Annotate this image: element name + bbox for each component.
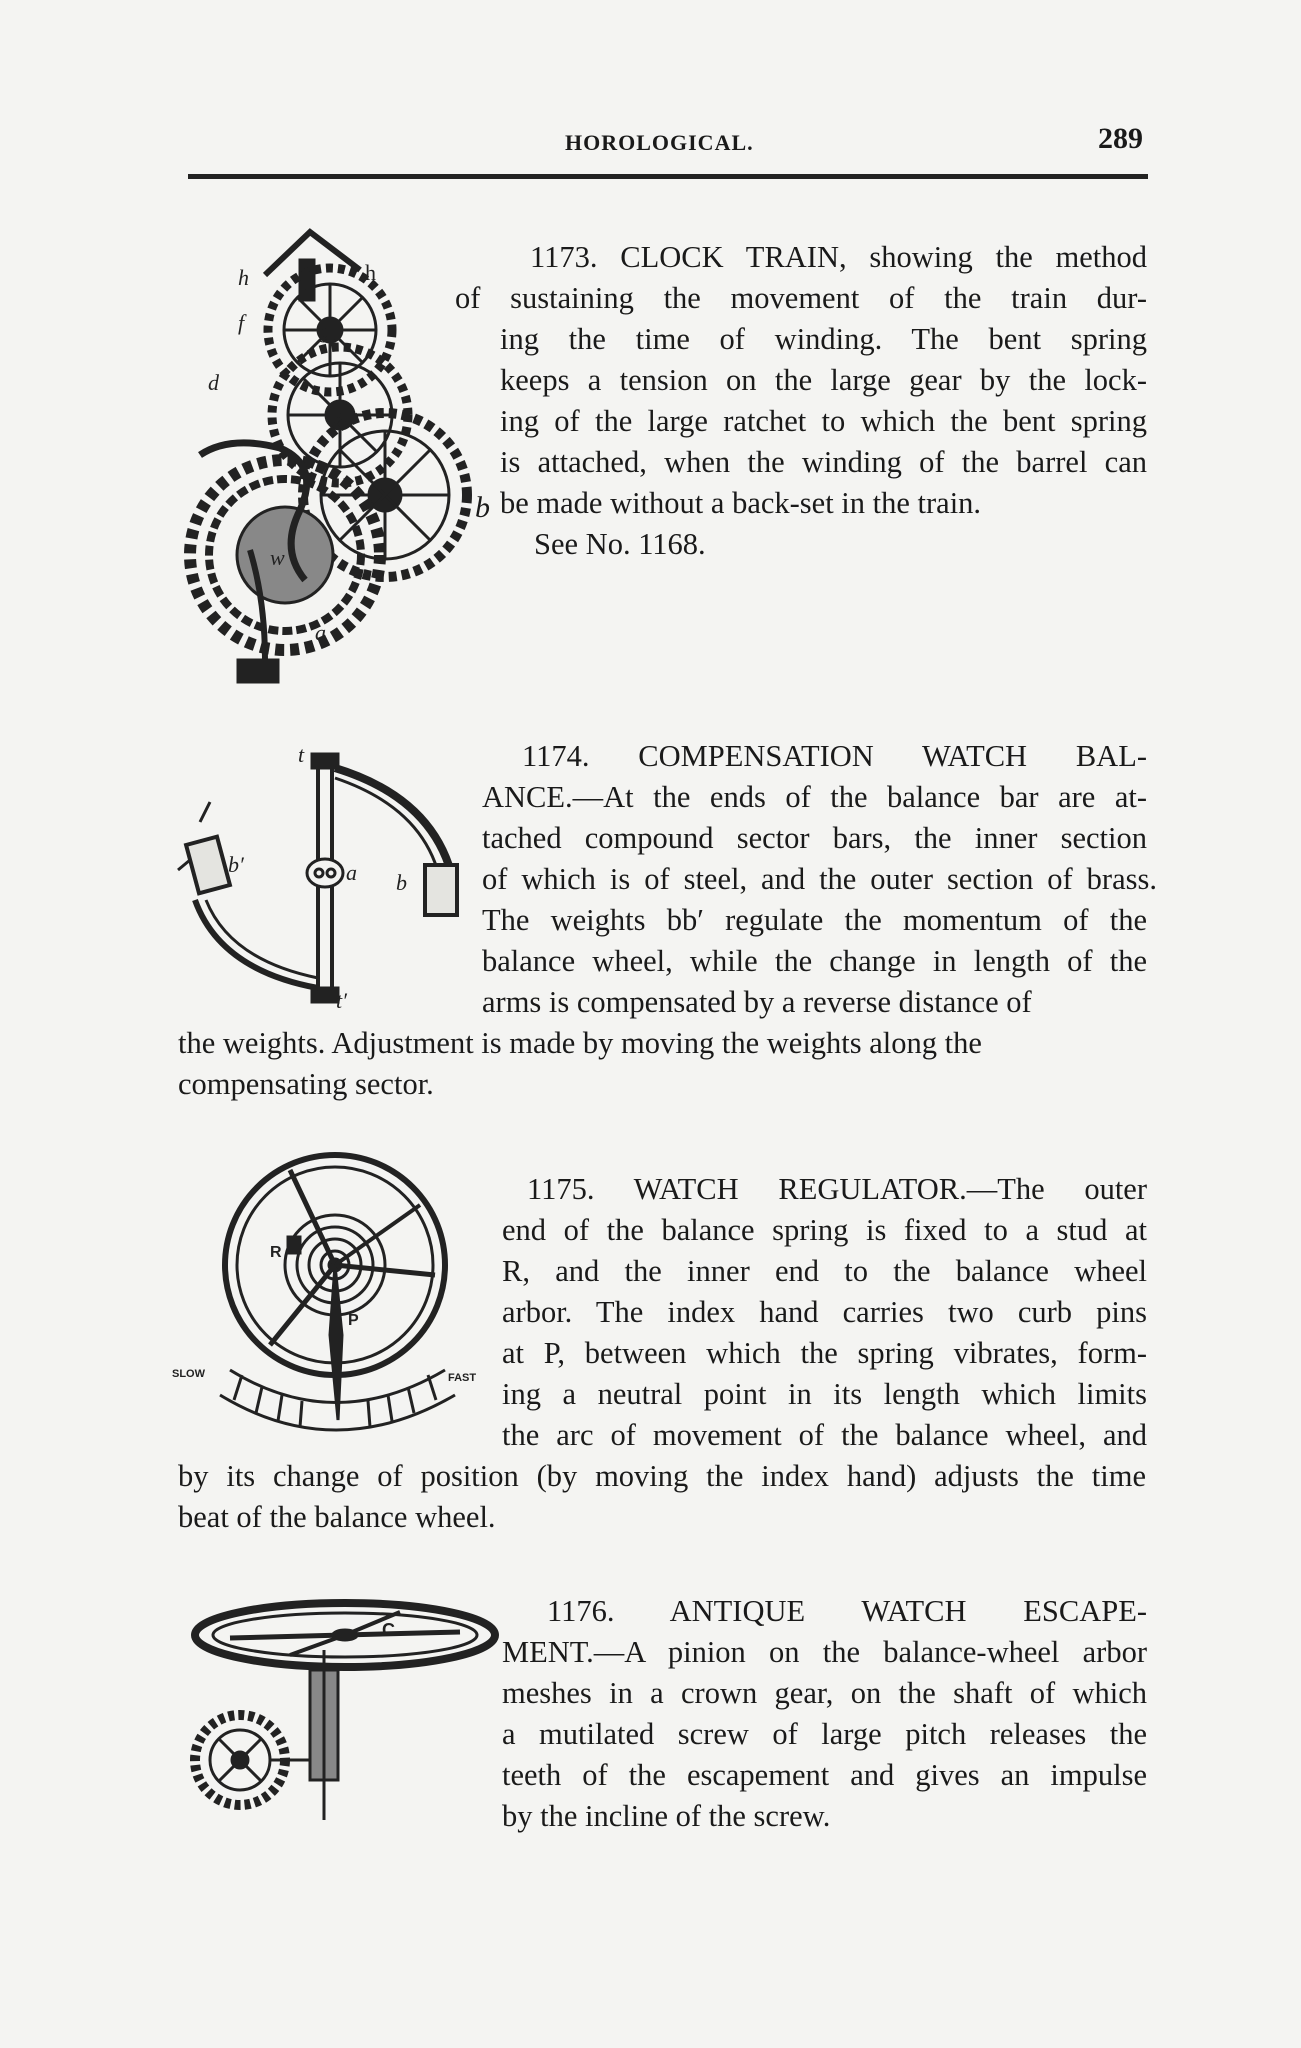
- text-line: is attached, when the winding of the barrel can: [500, 445, 1147, 479]
- text-line: by its change of position (by moving the index hand) adjusts the time: [178, 1459, 1146, 1493]
- text-line: arms is compensated by a reverse distance of: [482, 985, 1032, 1019]
- entry-1174-text: [482, 736, 1157, 1023]
- text-line: the weights. Adjustment is made by moving the weights along the: [178, 1026, 982, 1060]
- fig2-label-a: a: [346, 860, 357, 885]
- text-line: balance wheel, while the change in length of the: [482, 944, 1147, 978]
- fig2-label-t-prime: t′: [336, 988, 347, 1013]
- text-line: the arc of movement of the balance wheel, and: [502, 1418, 1147, 1452]
- fig2-label-b-prime: b′: [228, 852, 244, 877]
- entry-1175-text-full: [178, 1456, 1146, 1538]
- text-line: teeth of the escapement and gives an impulse: [502, 1758, 1147, 1792]
- text-line: compensating sector.: [178, 1067, 434, 1101]
- page-number: 289: [1098, 122, 1143, 155]
- fig1-label-w: w: [270, 545, 285, 570]
- antique-escapement-figure: [170, 1590, 500, 1830]
- text-line: keeps a tension on the large gear by the lock-: [500, 363, 1147, 397]
- fig3-label-P: P: [348, 1312, 359, 1329]
- entry-1175-text: [502, 1169, 1147, 1456]
- text-line: ing the time of winding. The bent spring: [500, 322, 1147, 356]
- fig1-label-g: g: [320, 318, 331, 343]
- fig4-label-C: C: [382, 1620, 395, 1640]
- entry-1173-text: [455, 237, 1147, 565]
- text-line: See No. 1168.: [534, 527, 706, 561]
- entry-1176-text: [502, 1591, 1147, 1837]
- text-line: meshes in a crown gear, on the shaft of which: [502, 1676, 1147, 1710]
- fig3-label-R: R: [270, 1244, 282, 1261]
- text-line: end of the balance spring is fixed to a stud at: [502, 1213, 1147, 1247]
- text-line: 1174. COMPENSATION WATCH BAL-: [522, 739, 1147, 773]
- fig2-label-t: t: [298, 742, 305, 767]
- text-line: tached compound sector bars, the inner section: [482, 821, 1147, 855]
- running-header: HOROLOGICAL.: [565, 130, 754, 155]
- fig1-label-a: a: [315, 620, 326, 645]
- text-line: 1175. WATCH REGULATOR.—The outer: [527, 1172, 1147, 1206]
- text-line: by the incline of the screw.: [502, 1799, 831, 1833]
- text-line: of which is of steel, and the outer section of brass.: [482, 862, 1157, 896]
- fig2-label-b: b: [396, 870, 407, 895]
- text-line: arbor. The index hand carries two curb pins: [502, 1295, 1147, 1329]
- text-line: ANCE.—At the ends of the balance bar are at-: [482, 780, 1147, 814]
- fig1-label-d: d: [208, 370, 219, 395]
- text-line: R, and the inner end to the balance wheel: [502, 1254, 1147, 1288]
- text-line: ing a neutral point in its length which limits: [502, 1377, 1147, 1411]
- text-line: 1176. ANTIQUE WATCH ESCAPE-: [547, 1594, 1147, 1628]
- compensation-balance-figure: [170, 740, 470, 1020]
- text-line: at P, between which the spring vibrates, form-: [502, 1336, 1147, 1370]
- fig1-label-h-left: h: [238, 265, 249, 290]
- text-line: MENT.—A pinion on the balance-wheel arbor: [502, 1635, 1147, 1669]
- text-line: 1173. CLOCK TRAIN, showing the method: [530, 240, 1147, 274]
- text-line: be made without a back-set in the train.: [500, 486, 982, 520]
- clock-train-figure: [170, 220, 480, 700]
- fig1-label-h-right: h: [365, 260, 376, 285]
- fig1-label-e: e: [332, 403, 342, 428]
- watch-regulator-figure: [170, 1145, 500, 1455]
- fig3-label-fast: FAST: [448, 1372, 477, 1384]
- fig1-label-b: b: [475, 491, 490, 524]
- text-line: The weights bb′ regulate the momentum of the: [482, 903, 1147, 937]
- text-line: a mutilated screw of large pitch releases the: [502, 1717, 1147, 1751]
- header-rule: [188, 174, 1148, 179]
- fig3-label-slow: SLOW: [172, 1368, 205, 1380]
- entry-1174-text-full: [178, 1023, 1138, 1105]
- text-line: of sustaining the movement of the train dur-: [455, 281, 1147, 315]
- text-line: ing of the large ratchet to which the bent spring: [500, 404, 1147, 438]
- text-line: beat of the balance wheel.: [178, 1500, 496, 1534]
- fig1-label-f: f: [238, 310, 245, 335]
